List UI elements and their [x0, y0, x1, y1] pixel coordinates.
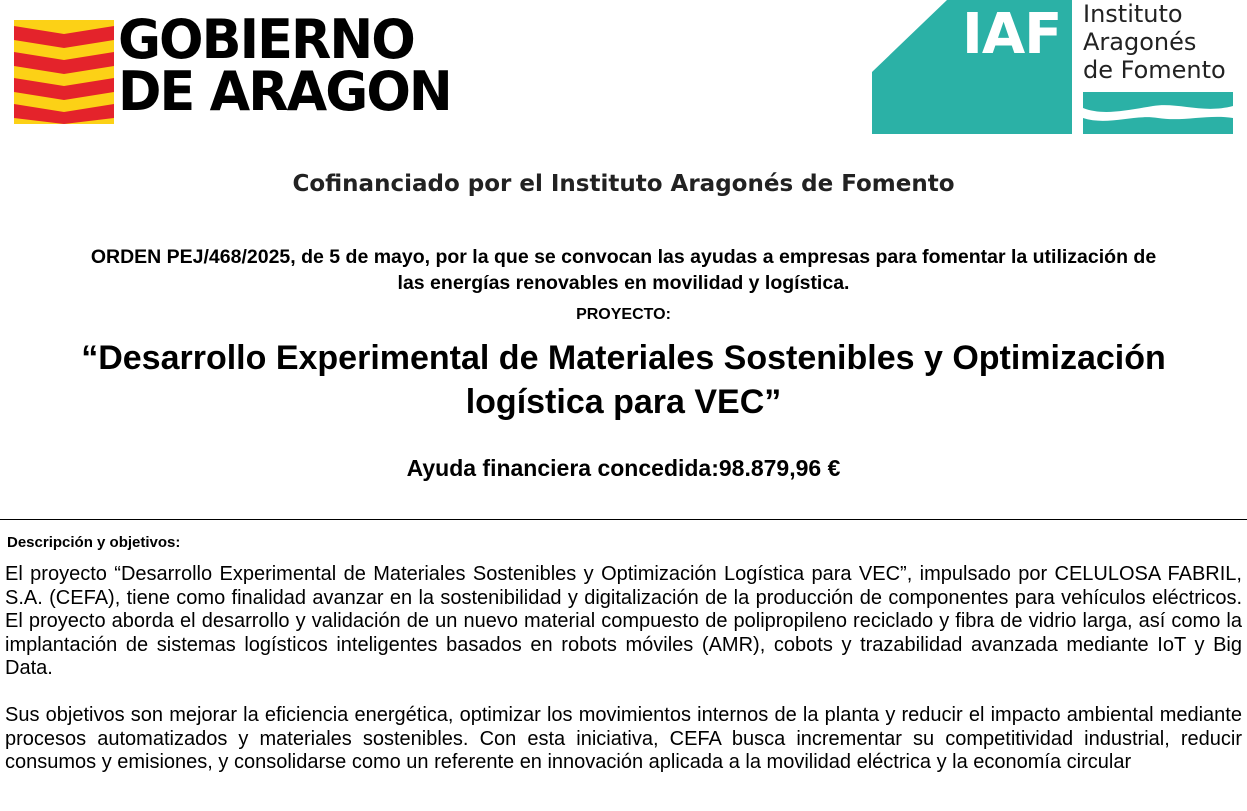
- iaf-name: [1083, 0, 1226, 84]
- project-title: [0, 336, 1247, 424]
- paragraph-1: El proyecto “Desarrollo Experimental de Materiales Sostenibles y Optimización Logística para VEC”, impulsado por CELULOSA FABRIL, S.A. (CEFA), tiene como finalidad avanzar en la sostenibilidad y digitalización de la producción de componentes para vehículos eléctricos. El proyecto aborda el desarrollo y validación de un nuevo material compuesto de polipropileno reciclado y fibra de vidrio larga, así como la implantación de sistemas logísticos inteligentes basados en robots móviles (AMR), cobots y trazabilidad avanzada mediante IoT y Big Data.: [5, 563, 1242, 680]
- descripcion-label: Descripción y objetivos:: [7, 534, 181, 551]
- orden-text: [0, 244, 1247, 296]
- section-divider: [0, 519, 1247, 520]
- aragon-flag-icon: [14, 20, 114, 124]
- iaf-logo: [872, 0, 1247, 136]
- cofinanciado-heading: Cofinanciado por el Instituto Aragonés de Fomento: [292, 171, 955, 197]
- iaf-name-line2: Aragonés: [1083, 28, 1197, 56]
- orden-line2: las energías renovables en movilidad y logística.: [397, 272, 850, 294]
- project-title-line1: “Desarrollo Experimental de Materiales Sostenibles y Optimización: [81, 339, 1166, 377]
- project-title-line2: logística para VEC”: [465, 383, 782, 421]
- gobierno-line1: GOBIERNO: [118, 8, 414, 71]
- proyecto-label: PROYECTO:: [576, 306, 671, 323]
- orden-line1: ORDEN PEJ/468/2025, de 5 de mayo, por la que se convocan las ayudas a empresas para fomentar la utilización de: [90, 246, 1157, 268]
- gobierno-aragon-logo: [14, 8, 474, 123]
- iaf-mark: IAF: [962, 2, 1062, 67]
- iaf-name-line1: Instituto: [1083, 0, 1183, 28]
- ayuda-financiera: Ayuda financiera concedida:98.879,96 €: [406, 455, 841, 481]
- gobierno-line2: DE ARAGON: [118, 60, 451, 123]
- iaf-wave-icon: [1083, 92, 1233, 134]
- gobierno-aragon-wordmark: [118, 8, 451, 123]
- iaf-name-line3: de Fomento: [1083, 56, 1226, 84]
- paragraph-2: Sus objetivos son mejorar la eficiencia energética, optimizar los movimientos internos de la planta y reducir el impacto ambiental mediante procesos automatizados y materiales sostenibles. Con esta iniciativa, CEFA busca incrementar su competitividad industrial, reducir consumos y emisiones, y consolidarse como un referente en innovación aplicada a la movilidad eléctrica y la economía circular: [5, 704, 1242, 774]
